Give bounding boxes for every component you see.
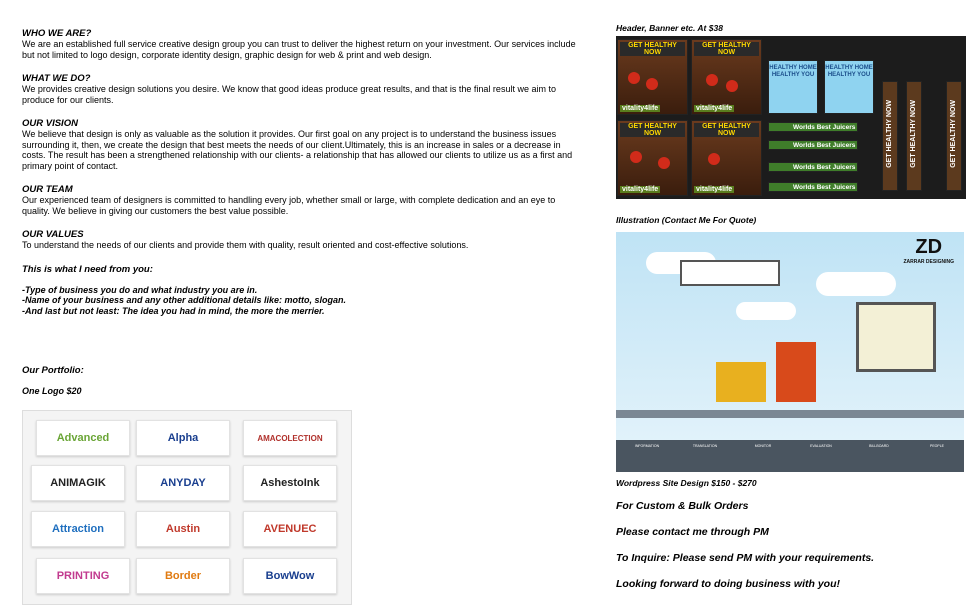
banner-strip: Worlds Best Juicers <box>768 162 858 172</box>
monitor-screen <box>856 302 936 372</box>
illustration-sample <box>616 232 964 472</box>
banner-strip: Worlds Best Juicers <box>768 122 858 132</box>
tomato-icon <box>646 78 658 90</box>
requirements-heading: This is what I need from you: <box>22 263 153 275</box>
logo-tile <box>31 511 125 547</box>
banner-vertical <box>906 81 922 191</box>
banner-tile <box>768 60 818 114</box>
illustration-footer <box>616 440 964 472</box>
logo-tile <box>31 465 125 501</box>
banner-brand: vitality4life <box>696 186 733 193</box>
logo-text: ANIMAGIK <box>50 477 106 489</box>
requirements-list <box>22 264 582 317</box>
section-text: We provides creative design solutions you desire. We know that good ideas produce great results, and that is the final result we aim to produce for our clients. <box>22 84 556 105</box>
banner-headline: GET HEALTHY NOW <box>886 100 893 168</box>
logo-tile <box>36 420 130 456</box>
section-heading: WHAT WE DO? <box>22 73 91 84</box>
illustration-caption: Illustration (Contact Me For Quote) <box>616 215 757 225</box>
banner-headline: GET HEALTHY NOW <box>950 100 957 168</box>
banner-brand: vitality4life <box>622 186 659 193</box>
machine-body <box>776 342 816 402</box>
logo-tile <box>243 465 337 501</box>
banner-headline: GET HEALTHY NOW <box>694 42 759 56</box>
banner-headline: HEALTHY HOME HEALTHY YOU <box>769 65 817 78</box>
banner-headline: HEALTHY HOME HEALTHY YOU <box>825 65 873 78</box>
about-column <box>22 28 582 316</box>
logo-text: AVENUEC <box>263 523 317 535</box>
logo-portfolio-grid <box>22 410 352 605</box>
brand-mark <box>903 236 954 265</box>
section-who <box>22 28 582 60</box>
footer-label: BILLBOARD <box>869 444 889 448</box>
logo-text: Advanced <box>56 432 110 444</box>
footer-label: INFORMATION <box>634 444 660 448</box>
contact-line: Please contact me through PM <box>616 526 769 538</box>
section-text: To understand the needs of our clients and provide them with quality, result oriented and cost-effective solutions. <box>22 240 469 250</box>
cloud-shape <box>816 272 896 296</box>
logo-tile <box>36 558 130 594</box>
brand-name: ZARRAR DESIGNING <box>903 259 954 265</box>
contact-line: Looking forward to doing business with you! <box>616 578 840 590</box>
cloud-shape <box>736 302 796 320</box>
portfolio-label: Our Portfolio: <box>22 365 84 376</box>
banner-headline: GET HEALTHY NOW <box>694 123 759 137</box>
banner-headline: GET HEALTHY NOW <box>910 100 917 168</box>
logo-tile <box>243 511 337 547</box>
tomato-icon <box>708 153 720 165</box>
banner-brand: vitality4life <box>696 105 733 112</box>
logo-text: BowWow <box>265 570 315 582</box>
logo-tile <box>136 465 230 501</box>
banner-samples <box>616 36 966 199</box>
banner-tile <box>617 120 688 196</box>
banner-headline: GET HEALTHY NOW <box>620 123 685 137</box>
logo-text: Border <box>164 570 202 582</box>
billboard <box>680 260 780 286</box>
contact-line: For Custom & Bulk Orders <box>616 500 749 512</box>
section-heading: OUR TEAM <box>22 184 73 195</box>
requirement-item: -And last but not least: The idea you had in mind, the more the merrier. <box>22 305 325 316</box>
wordpress-caption: Wordpress Site Design $150 - $270 <box>616 478 757 488</box>
logo-tile <box>243 420 337 456</box>
footer-label: MONITOR <box>754 444 772 448</box>
logo-text: AshestoInk <box>260 477 320 489</box>
banner-headline: GET HEALTHY NOW <box>620 42 685 56</box>
banner-strip: Worlds Best Juicers <box>768 182 858 192</box>
tomato-icon <box>658 157 670 169</box>
zd-logo-icon: ZD <box>915 236 943 258</box>
logo-tile <box>136 558 230 594</box>
footer-label: EVALUATION <box>810 444 832 448</box>
section-vision <box>22 118 582 171</box>
requirement-item: -Name of your business and any other additional details like: motto, slogan. <box>22 295 347 305</box>
section-text: Our experienced team of designers is committed to handling every job, whether small or large, with complete dedication and an eye to quality. We believe in giving our customers the best value possible. <box>22 195 556 216</box>
machine-part <box>716 362 766 402</box>
banner-vertical <box>946 81 962 191</box>
section-team <box>22 184 582 216</box>
banner-tile <box>617 39 688 115</box>
logo-text: Alpha <box>167 432 199 444</box>
conveyor-belt <box>616 410 964 418</box>
requirement-item: -Type of business you do and what industry you are in. <box>22 284 258 295</box>
footer-label: PEOPLE <box>929 444 944 448</box>
logo-tile <box>243 558 337 594</box>
banner-caption: Header, Banner etc. At $38 <box>616 23 723 33</box>
banner-tile <box>691 120 762 196</box>
section-text: We are an established full service creative design group you can trust to deliver the highest return on your investment. Our services include but not limited to logo design, corporate identity design, graphic design for web & print and web design. <box>22 39 576 60</box>
logo-tile <box>136 511 230 547</box>
logo-text: AMACOLECTION <box>257 433 323 443</box>
banner-tile <box>824 60 874 114</box>
logo-price: One Logo $20 <box>22 386 82 396</box>
tomato-icon <box>726 80 738 92</box>
tomato-icon <box>630 151 642 163</box>
banner-vertical <box>882 81 898 191</box>
section-text: We believe that design is only as valuable as the solution it provides. Our first goal on any project is to understand the business issues surrounding it, then, we create the design that best meets the needs of our client.Ultimately, this is an increase in sales or a decrease in costs. The result has been a strengthened relationship with our clients- a relationship that has allowed our clients to utilize us as a first and primary point of contact. <box>22 129 573 171</box>
tomato-icon <box>628 72 640 84</box>
contact-line: To Inquire: Please send PM with your requirements. <box>616 552 875 564</box>
section-what <box>22 73 582 105</box>
tomato-icon <box>706 74 718 86</box>
logo-text: ANYDAY <box>160 477 206 489</box>
logo-text: Attraction <box>52 523 104 535</box>
banner-brand: vitality4life <box>622 105 659 112</box>
footer-label: TRANSLATION <box>692 444 718 448</box>
logo-text: Austin <box>165 523 201 535</box>
section-heading: WHO WE ARE? <box>22 28 92 39</box>
section-heading: OUR VALUES <box>22 229 84 240</box>
section-heading: OUR VISION <box>22 118 78 129</box>
banner-tile <box>691 39 762 115</box>
banner-strip: Worlds Best Juicers <box>768 140 858 150</box>
logo-text: PRINTING <box>56 570 110 582</box>
section-values <box>22 229 582 251</box>
logo-tile <box>136 420 230 456</box>
